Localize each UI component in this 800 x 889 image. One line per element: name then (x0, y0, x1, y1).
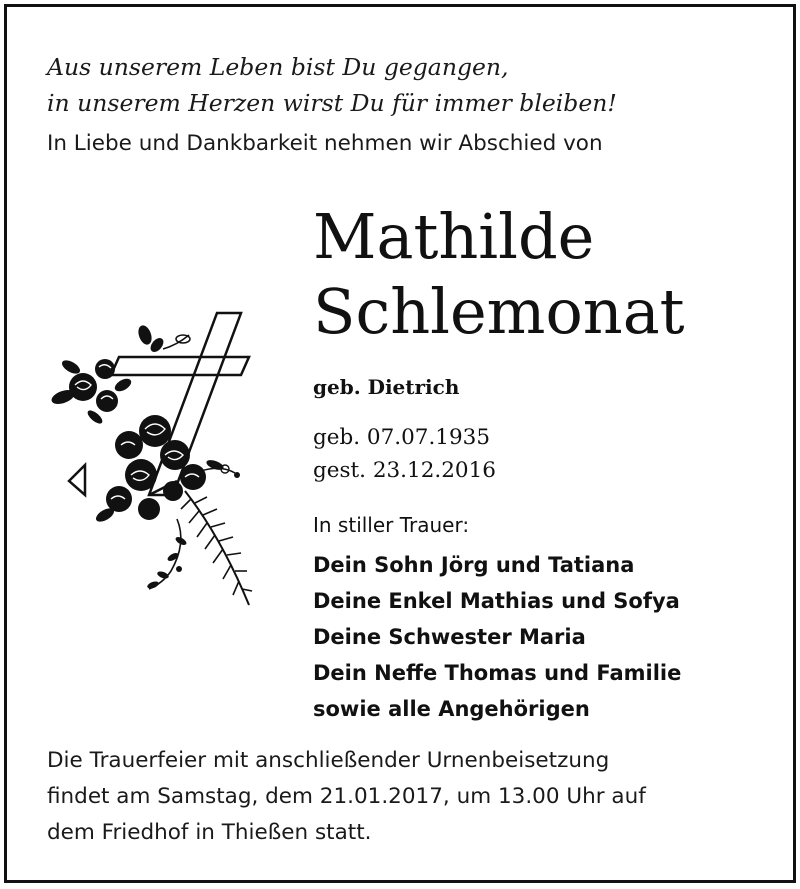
mourner-entry: Dein Neffe Thomas und Familie (313, 661, 682, 685)
obituary-frame (4, 4, 796, 883)
mourners-list (313, 547, 681, 727)
birth-date: geb. 07.07.1935 (313, 425, 491, 450)
motto-line-1: Aus unserem Leben bist Du gegangen, (47, 53, 509, 81)
funeral-line-2: findet am Samstag, dem 21.01.2017, um 13.00 Uhr auf (47, 784, 646, 809)
cross-with-roses-icon (45, 305, 267, 611)
mourner-entry: Dein Sohn Jörg und Tatiana (313, 553, 635, 577)
intro-text: In Liebe und Dankbarkeit nehmen wir Abschied von (47, 131, 603, 156)
motto-line-2: in unserem Herzen wirst Du für immer bleiben! (47, 89, 617, 117)
death-date: gest. 23.12.2016 (313, 458, 496, 483)
last-name: Schlemonat (313, 275, 685, 348)
mourner-entry: Deine Enkel Mathias und Sofya (313, 589, 680, 613)
mourner-entry: Deine Schwester Maria (313, 625, 586, 649)
life-dates (313, 421, 496, 487)
motto (47, 49, 617, 121)
mourner-entry: sowie alle Angehörigen (313, 697, 590, 721)
funeral-line-3: dem Friedhof in Thießen statt. (47, 820, 372, 845)
first-name: Mathilde (313, 200, 595, 273)
deceased-name (313, 199, 685, 349)
maiden-name: geb. Dietrich (313, 375, 460, 399)
funeral-line-1: Die Trauerfeier mit anschließender Urnenbeisetzung (47, 748, 610, 773)
mourning-label: In stiller Trauer: (313, 513, 470, 537)
funeral-notice (47, 743, 646, 851)
